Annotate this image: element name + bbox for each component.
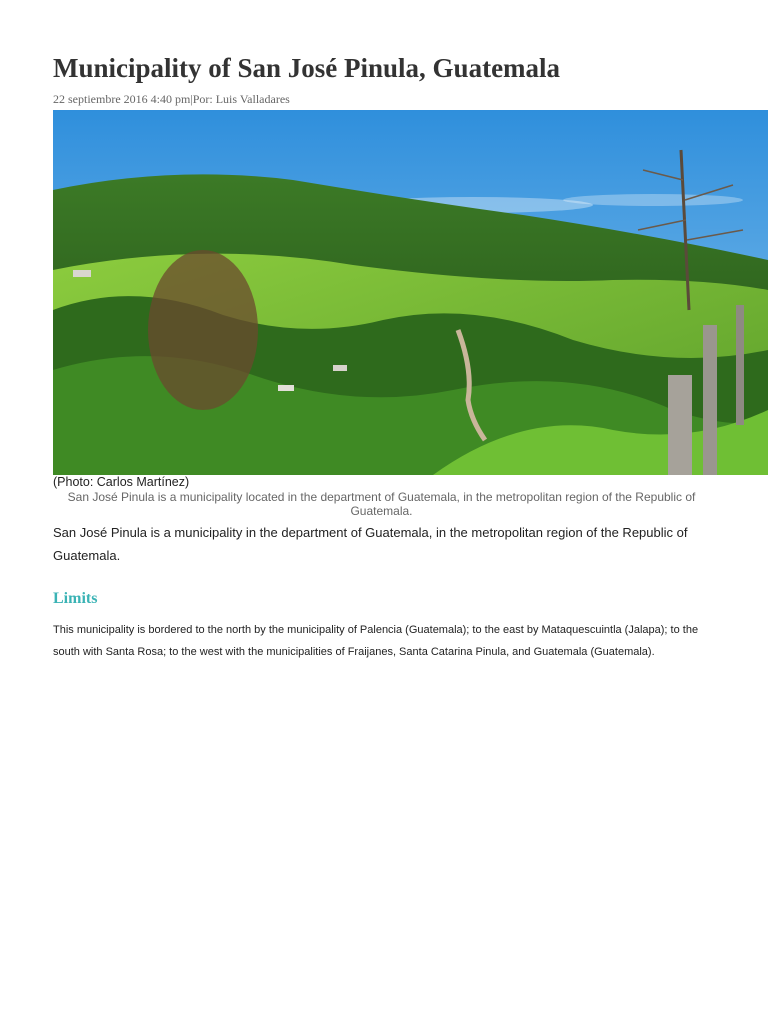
intro-paragraph: San José Pinula is a municipality in the department of Guatemala, in the metropolitan region of the Republic of Guatemala. xyxy=(53,525,688,563)
limits-paragraph: This municipality is bordered to the north by the municipality of Palencia (Guatemala); to the east by Mataquescuintla (Jalapa); to the south with Santa Rosa; to the west with the municipalities of Fraijanes, Santa Catarina Pinula, and Guatemala (Guatemala). xyxy=(53,624,699,658)
landscape-photo xyxy=(53,110,768,475)
photo-credit: (Photo: Carlos Martínez) xyxy=(53,475,190,489)
article-title: Municipality of San José Pinula, Guatemala xyxy=(53,53,561,83)
photo-caption: San José Pinula is a municipality located in the department of Guatemala, in the metropolitan region of the Republic of Guatemala. xyxy=(67,490,696,518)
article-meta: 22 septiembre 2016 4:40 pm|Por: Luis Valladares xyxy=(53,92,290,106)
limits-heading: Limits xyxy=(53,590,98,607)
